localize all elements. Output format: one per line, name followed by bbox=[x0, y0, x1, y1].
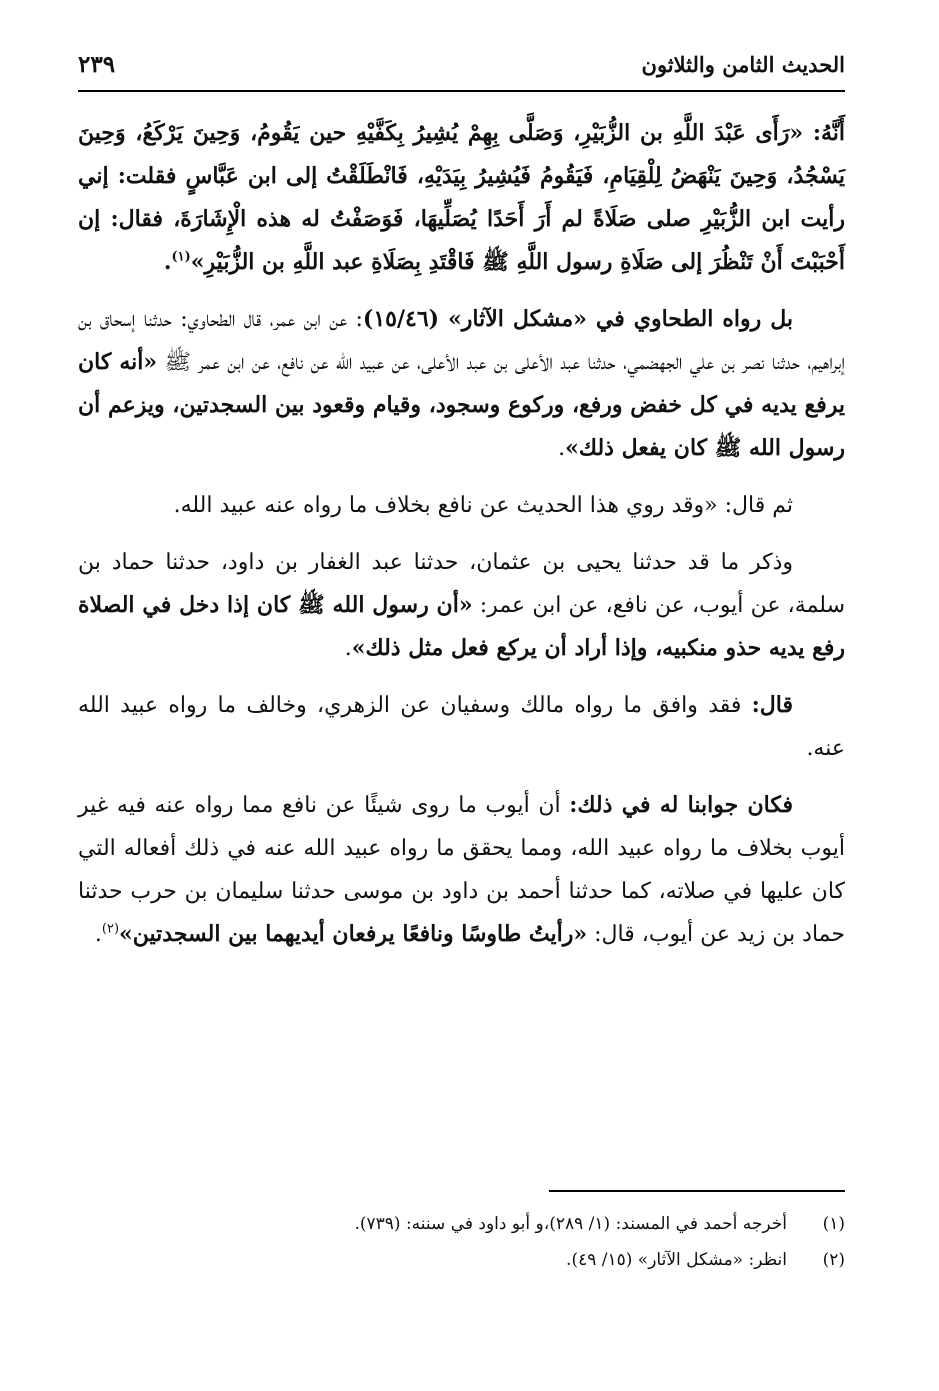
paragraph-1-end: . bbox=[163, 249, 172, 275]
paragraph-4-text: وذكر ما قد حدثنا يحيى بن عثمان، حدثنا عبد الغفار بن داود، حدثنا حماد بن سلمة، عن أيوب، عن نافع، عن ابن عمر: bbox=[78, 550, 846, 618]
paragraph-2-quote: «أنه كان يرفع يديه في كل خفض ورفع، وركوع وسجود، وقيام وقعود بين السجدتين، ويزعم أن رسول الله ﷺ كان يفعل ذلك» bbox=[78, 349, 846, 461]
footnote-2 bbox=[78, 1242, 845, 1278]
paragraph-3: ثم قال: «وقد روي هذا الحديث عن نافع بخلاف ما رواه عنه عبيد الله. bbox=[173, 493, 793, 518]
paragraph-2 bbox=[78, 298, 845, 470]
footnote-number: (٢) bbox=[822, 1250, 845, 1270]
footnote-text: انظر: «مشكل الآثار» (١٥/ ٤٩). bbox=[566, 1250, 787, 1270]
paragraph-6-text: أن أيوب ما روى شيئًا عن نافع مما رواه عنه فيه غير أيوب بخلاف ما رواه عبيد الله، ومما يحقق ما رواه عبيد الله عنه في ذلك أفعاله التي كان عليها في صلاته، كما حدثنا أحمد بن داود بن موسى حدثنا سليمان بن حرب حدثنا حماد بن زيد عن أيوب، قال: bbox=[78, 793, 845, 947]
paragraph-1 bbox=[78, 112, 845, 284]
header-rule bbox=[78, 90, 845, 92]
paragraph-6-lead: فكان جوابنا له في ذلك: bbox=[569, 792, 793, 818]
paragraph-6-quote: «رأيتُ طاوسًا ونافعًا يرفعان أيديهما بين السجدتين» bbox=[119, 921, 588, 947]
paragraph-4 bbox=[78, 541, 845, 670]
paragraph-4-quote: «أن رسول الله ﷺ كان إذا دخل في الصلاة رفع يديه حذو منكبيه، وإذا أراد أن يركع فعل مثل ذلك» bbox=[78, 592, 845, 661]
main-text bbox=[78, 112, 845, 956]
paragraph-4-end: . bbox=[344, 636, 352, 661]
paragraph-2-text: : عن ابن عمر، قال الطحاوي: حدثنا إسحاق بن إبراهيم، حدثنا نصر بن علي الجهضمي، حدثنا عبد الأعلى بن عبد الأعلى، عن عبيد الله عن نافع، عن ابن عمر ﷺ bbox=[78, 307, 845, 375]
paragraph-2-lead: بل رواه الطحاوي في «مشكل الآثار» (١٥/٤٦) bbox=[362, 306, 793, 332]
footnote-rule bbox=[549, 1190, 845, 1192]
footnote-ref-2: (٢) bbox=[101, 921, 120, 937]
footnotes bbox=[78, 1206, 845, 1278]
running-title: الحديث الثامن والثلاثون bbox=[641, 51, 845, 77]
paragraph-5-lead: قال: bbox=[751, 692, 793, 718]
footnote-text: أخرجه أحمد في المسند: (١/ ٢٨٩)،و أبو داود في سننه: (٧٣٩). bbox=[354, 1214, 787, 1234]
footnote-ref-1: (١) bbox=[171, 249, 191, 265]
paragraph-6-end: . bbox=[94, 922, 102, 947]
footnote-1 bbox=[78, 1206, 845, 1242]
paragraph-2-end: . bbox=[558, 436, 566, 461]
page-number: ٢٣٩ bbox=[78, 50, 116, 78]
footnote-number: (١) bbox=[822, 1214, 845, 1234]
paragraph-5-text: فقد وافق ما رواه مالك وسفيان عن الزهري، وخالف ما رواه عبيد الله عنه. bbox=[78, 693, 845, 761]
page-header bbox=[78, 44, 845, 84]
paragraph-6 bbox=[78, 784, 845, 956]
paragraph-5 bbox=[78, 684, 845, 770]
hadith-text: أَنَّهُ: «رَأَى عَبْدَ اللَّهِ بن الزُّبَيْرِ، وَصَلَّى بِهِمْ يُشِيرُ بِكَفَّيْهِ حين يَقُومُ، وَحِينَ يَرْكَعُ، وَحِينَ يَسْجُدُ، وَحِينَ يَنْهَضُ لِلْقِيَامِ، فَيَقُومُ فَيُشِيرُ بِيَدَيْهِ، فَانْطَلَقْتُ إلى ابن عَبَّاسٍ فقلت: إني رأيت ابن الزُّبَيْرِ صلى صَلَاةً لم أَرَ أَحَدًا يُصَلِّيهَا، فَوَصَفْتُ له هذه الْإِشَارَةَ، فقال: إن أَحْبَبْتَ أَنْ تَنْظُرَ إلى صَلَاةِ رسول اللَّهِ ﷺ فَاقْتَدِ بِصَلَاةِ عبد اللَّهِ بن الزُّبَيْرِ» bbox=[78, 120, 845, 275]
